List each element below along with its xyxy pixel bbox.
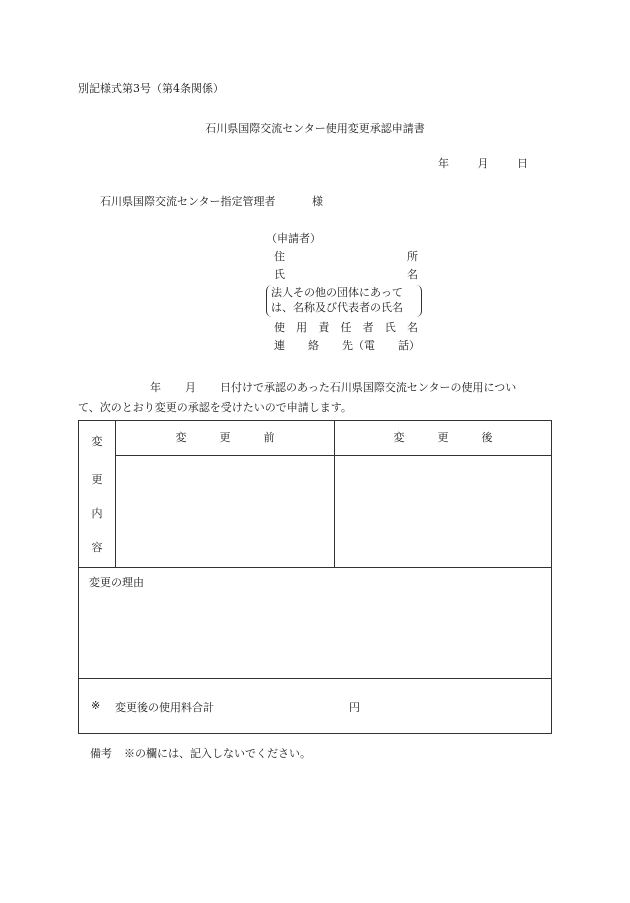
date-day[interactable]: 日 xyxy=(517,157,528,170)
date-month[interactable]: 月 xyxy=(477,157,489,170)
remarks-note: ※の欄には、記入しないでください。 xyxy=(124,747,311,760)
addressee: 石川県国際交流センター指定管理者 xyxy=(100,195,276,208)
contact-phone-label[interactable]: 連 絡 先（電 話） xyxy=(274,339,420,352)
corporation-note: 法人その他の団体にあって は、名称及び代表者の氏名 xyxy=(266,285,422,317)
applicant-block xyxy=(266,230,422,355)
responsible-person-label[interactable]: 使 用 責 任 者 氏 名 xyxy=(274,321,418,334)
applicant-name-label[interactable]: 氏 名 xyxy=(274,268,418,281)
form-number: 別記様式第3号（第4条関係） xyxy=(78,82,224,95)
before-change-field[interactable] xyxy=(116,456,335,567)
change-reason-label: 変更の理由 xyxy=(89,576,144,589)
change-table xyxy=(78,420,552,734)
office-use-mark: ※ xyxy=(91,699,101,712)
after-change-field[interactable] xyxy=(335,456,551,567)
approval-year[interactable]: 年 xyxy=(150,381,161,394)
change-reason-field[interactable] xyxy=(79,567,551,679)
fee-total-label: 変更後の使用料合計 xyxy=(115,701,214,714)
applicant-heading: （申請者） xyxy=(266,232,321,245)
date-year[interactable]: 年 xyxy=(438,157,449,170)
approval-month[interactable]: 月 xyxy=(185,381,196,394)
fee-unit: 円 xyxy=(349,701,360,714)
addressee-honorific: 様 xyxy=(312,195,323,208)
page-title: 石川県国際交流センター使用変更承認申請書 xyxy=(205,122,425,135)
change-content-label: 変 更 内 容 xyxy=(79,421,116,567)
request-statement: 年 月 日付けで承認のあった石川県国際交流センターの使用につい て、次のとおり変更の承認を受けたいので申請します。 xyxy=(78,381,517,414)
before-change-header: 変 更 前 xyxy=(116,421,335,456)
fee-total-row xyxy=(79,678,551,734)
applicant-address-label[interactable]: 住 所 xyxy=(274,250,418,263)
after-change-header: 変 更 後 xyxy=(335,421,551,456)
remarks-label: 備考 xyxy=(90,747,112,760)
date-line xyxy=(438,155,528,171)
